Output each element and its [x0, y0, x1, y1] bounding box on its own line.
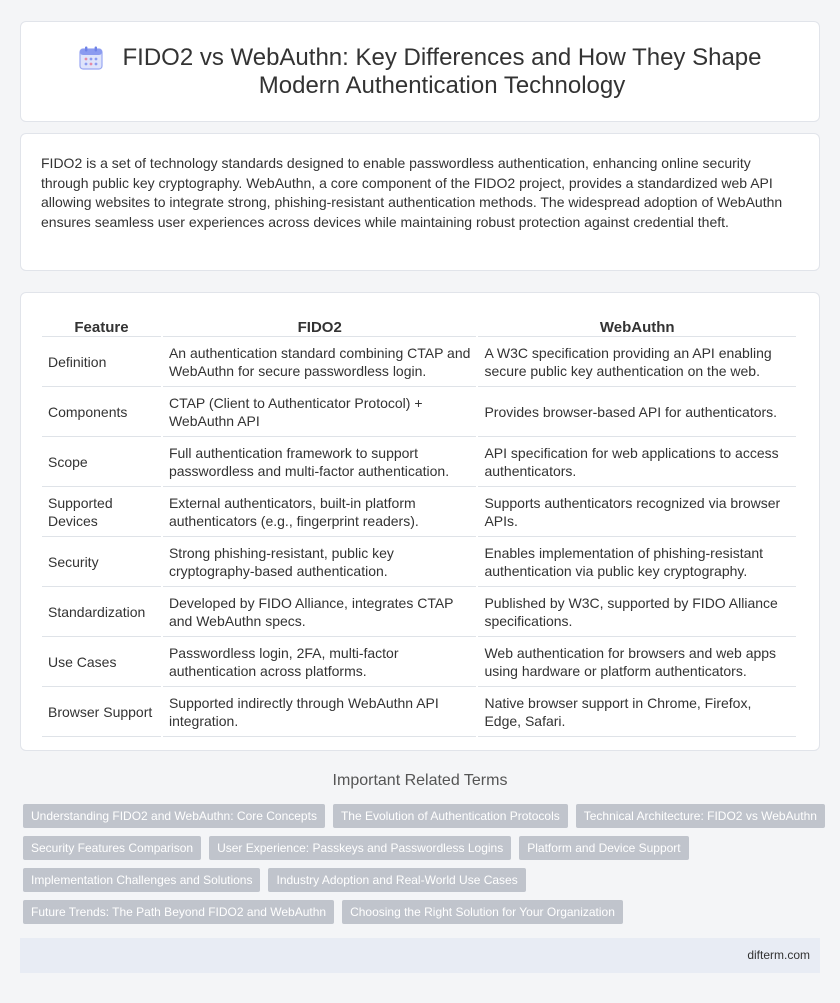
feature-cell: Supported Devices: [42, 489, 161, 537]
feature-cell: Components: [42, 389, 161, 437]
tag-row: [23, 900, 823, 924]
webauthn-cell: Web authentication for browsers and web apps using hardware or platform authenticators.: [478, 639, 796, 687]
fido2-cell: An authentication standard combining CTAP and WebAuthn for secure passwordless login.: [163, 339, 477, 387]
intro-card: [20, 133, 820, 271]
feature-cell: Definition: [42, 339, 161, 387]
related-term-tag[interactable]: Technical Architecture: FIDO2 vs WebAuthn: [576, 804, 825, 828]
column-header-feature: Feature: [42, 315, 161, 337]
related-term-tag[interactable]: The Evolution of Authentication Protocols: [333, 804, 568, 828]
footer-site[interactable]: difterm.com: [747, 948, 810, 962]
table-row: [42, 339, 796, 387]
feature-cell: Browser Support: [42, 689, 161, 737]
fido2-cell: Strong phishing-resistant, public key cryptography-based authentication.: [163, 539, 477, 587]
feature-cell: Security: [42, 539, 161, 587]
feature-cell: Standardization: [42, 589, 161, 637]
related-terms-tags: [23, 804, 823, 932]
fido2-cell: CTAP (Client to Authenticator Protocol) + WebAuthn API: [163, 389, 477, 437]
table-header-row: [42, 315, 796, 337]
table-row: [42, 639, 796, 687]
related-term-tag[interactable]: Future Trends: The Path Beyond FIDO2 and WebAuthn: [23, 900, 334, 924]
related-term-tag[interactable]: User Experience: Passkeys and Passwordless Logins: [209, 836, 511, 860]
feature-cell: Use Cases: [42, 639, 161, 687]
table-row: [42, 389, 796, 437]
fido2-cell: External authenticators, built-in platform authenticators (e.g., fingerprint readers).: [163, 489, 477, 537]
column-header-webauthn: WebAuthn: [478, 315, 796, 337]
webauthn-cell: API specification for web applications to access authenticators.: [478, 439, 796, 487]
column-header-fido2: FIDO2: [163, 315, 477, 337]
related-term-tag[interactable]: Security Features Comparison: [23, 836, 201, 860]
table-row: [42, 589, 796, 637]
fido2-cell: Passwordless login, 2FA, multi-factor authentication across platforms.: [163, 639, 477, 687]
webauthn-cell: Provides browser-based API for authenticators.: [478, 389, 796, 437]
table-row: [42, 439, 796, 487]
footer: [20, 938, 820, 973]
related-term-tag[interactable]: Platform and Device Support: [519, 836, 688, 860]
related-terms-heading: Important Related Terms: [332, 772, 508, 789]
related-term-tag[interactable]: Understanding FIDO2 and WebAuthn: Core Concepts: [23, 804, 325, 828]
tag-row: [23, 804, 823, 828]
tag-row: [23, 836, 823, 860]
related-term-tag[interactable]: Implementation Challenges and Solutions: [23, 868, 260, 892]
tag-row: [23, 868, 823, 892]
title-wrap: [78, 44, 762, 100]
table-body: [42, 339, 796, 737]
related-term-tag[interactable]: Industry Adoption and Real-World Use Cases: [268, 868, 525, 892]
related-term-tag[interactable]: Choosing the Right Solution for Your Organization: [342, 900, 623, 924]
calendar-icon: [78, 45, 104, 71]
intro-paragraph: FIDO2 is a set of technology standards designed to enable passwordless authentication, enhancing online security through public key cryptography. WebAuthn, a core component of the FIDO2 project, provides a standardized web API allowing websites to integrate strong, phishing-resistant authentication methods. The widespread adoption of WebAuthn ensures seamless user experiences across devices while maintaining robust protection against credential theft.: [41, 155, 783, 230]
table-row: [42, 689, 796, 737]
fido2-cell: Full authentication framework to support passwordless and multi-factor authentication.: [163, 439, 477, 487]
header-card: [20, 21, 820, 122]
webauthn-cell: Supports authenticators recognized via browser APIs.: [478, 489, 796, 537]
webauthn-cell: Enables implementation of phishing-resistant authentication via public key cryptography.: [478, 539, 796, 587]
webauthn-cell: A W3C specification providing an API enabling secure public key authentication on the web.: [478, 339, 796, 387]
table-row: [42, 489, 796, 537]
fido2-cell: Developed by FIDO Alliance, integrates CTAP and WebAuthn specs.: [163, 589, 477, 637]
comparison-table-card: [20, 292, 820, 751]
fido2-cell: Supported indirectly through WebAuthn API integration.: [163, 689, 477, 737]
webauthn-cell: Published by W3C, supported by FIDO Alliance specifications.: [478, 589, 796, 637]
webauthn-cell: Native browser support in Chrome, Firefox, Edge, Safari.: [478, 689, 796, 737]
page-title: FIDO2 vs WebAuthn: Key Differences and How They Shape Modern Authentication Technology: [122, 43, 762, 99]
table-row: [42, 539, 796, 587]
feature-cell: Scope: [42, 439, 161, 487]
comparison-table: [40, 313, 798, 739]
